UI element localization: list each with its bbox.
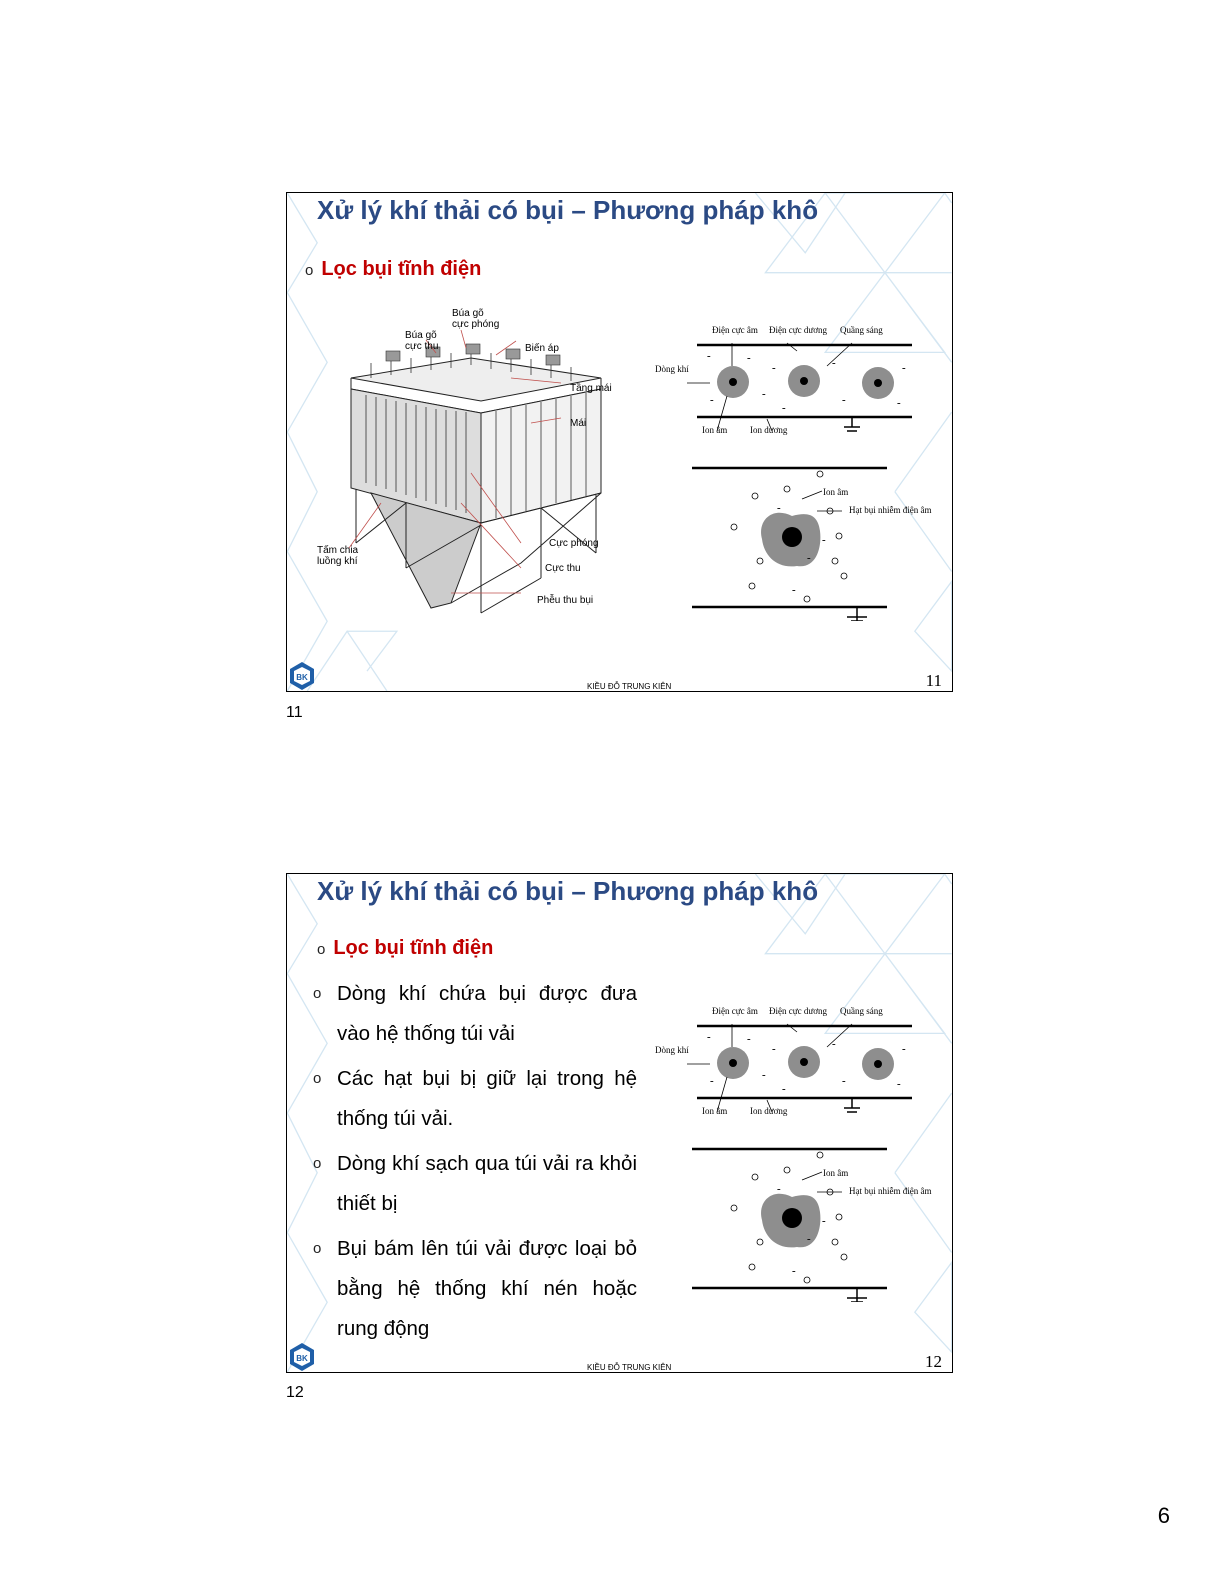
bullet-text: Lọc bụi tĩnh điện	[333, 937, 494, 959]
bullet-text: Lọc bụi tĩnh điện	[321, 258, 482, 280]
label-cuc-thu: Cực thu	[545, 563, 581, 574]
label-bien-ap: Biến áp	[525, 343, 559, 354]
svg-text:-: -	[792, 1265, 796, 1277]
diag-ion-am-2: Ion âm	[823, 487, 849, 497]
bullet-circle-icon: o	[313, 1155, 322, 1172]
list-item: o Dòng khí sạch qua túi vải ra khỏi thiết bị	[311, 1144, 637, 1224]
label-cuc-phong: Cực phóng	[549, 538, 599, 549]
diag-ion-am: Ion âm	[702, 425, 728, 435]
label-tam-chia: Tấm chia luồng khí	[317, 545, 359, 567]
svg-text:-: -	[782, 1083, 786, 1095]
svg-text:-: -	[792, 584, 796, 596]
label-bua-go-cuc-thu: Búa gõ cực thu	[405, 330, 439, 352]
svg-text:-: -	[762, 388, 766, 400]
diag-dong-khi: Dòng khí	[655, 1045, 689, 1055]
svg-text:-: -	[902, 362, 906, 374]
bullet-circle-icon: o	[317, 941, 326, 958]
svg-text:-: -	[902, 1043, 906, 1055]
svg-text:-: -	[777, 502, 781, 514]
svg-text:-: -	[807, 1233, 811, 1245]
svg-text:-: -	[832, 357, 836, 369]
slide-number: 11	[925, 671, 942, 690]
bullet-circle-icon: o	[313, 1240, 322, 1257]
bullet-circle-icon: o	[313, 1070, 322, 1087]
svg-text:-: -	[710, 1075, 714, 1087]
diag-dien-cuc-duong: Điện cực dương	[769, 325, 827, 335]
svg-text:BK: BK	[296, 1354, 308, 1363]
svg-text:-: -	[772, 362, 776, 374]
svg-text:-: -	[897, 397, 901, 409]
diag-ion-am-2: Ion âm	[823, 1168, 849, 1178]
slide-title: Xử lý khí thải có bụi – Phương pháp khô	[317, 876, 819, 906]
footer-author: KIỀU ĐỖ TRUNG KIÊN	[587, 1363, 672, 1372]
svg-text:-: -	[822, 534, 826, 546]
svg-text:-: -	[707, 350, 711, 362]
list-item: o Các hạt bụi bị giữ lại trong hệ thống túi vải.	[311, 1059, 637, 1139]
label-tang-mai: Tầng mái	[570, 383, 612, 394]
svg-text:-: -	[822, 1215, 826, 1227]
list-item: o Dòng khí chứa bụi được đưa vào hệ thống túi vải	[311, 974, 637, 1054]
diag-ion-duong: Ion dương	[750, 1106, 788, 1116]
svg-text:-: -	[807, 552, 811, 564]
list-item: o Bụi bám lên túi vải được loại bỏ bằng hệ thống khí nén hoặc rung động	[311, 1229, 637, 1349]
label-bua-go-cuc-phong: Búa gõ cực phóng	[452, 308, 500, 330]
svg-text:-: -	[777, 1183, 781, 1195]
svg-text:-: -	[842, 1075, 846, 1087]
diag-ion-am: Ion âm	[702, 1106, 728, 1116]
bullet-circle-icon: o	[313, 985, 322, 1002]
slide-12	[286, 873, 953, 1373]
label-mai: Mái	[570, 418, 587, 429]
precipitator-illustration	[311, 303, 631, 618]
svg-text:-: -	[710, 394, 714, 406]
page-number: 6	[1157, 1503, 1170, 1528]
slide-page-label: 11	[286, 704, 303, 721]
diag-dien-cuc-duong: Điện cực dương	[769, 1006, 827, 1016]
ionization-diagram	[652, 1002, 952, 1302]
slide-page-label: 12	[286, 1384, 304, 1401]
svg-text:-: -	[842, 394, 846, 406]
svg-text:-: -	[707, 1031, 711, 1043]
svg-text:-: -	[897, 1078, 901, 1090]
slide-number: 12	[925, 1352, 942, 1371]
diag-dien-cuc-am: Điện cực âm	[712, 325, 758, 335]
slide-11	[286, 192, 953, 692]
bk-logo-icon	[287, 1342, 317, 1372]
svg-text:-: -	[762, 1069, 766, 1081]
svg-text:-: -	[782, 402, 786, 414]
diag-dien-cuc-am: Điện cực âm	[712, 1006, 758, 1016]
label-pheu-thu-bui: Phễu thu bụi	[537, 595, 594, 606]
bk-logo-icon	[287, 661, 317, 691]
body-bullet-list	[311, 974, 637, 1354]
svg-text:-: -	[747, 352, 751, 364]
svg-text:-: -	[772, 1043, 776, 1055]
diag-ion-duong: Ion dương	[750, 425, 788, 435]
bullet-loc-bui	[317, 937, 493, 960]
diag-quang-sang: Quầng sáng	[840, 325, 883, 335]
diag-quang-sang: Quầng sáng	[840, 1006, 883, 1016]
diag-hat-bui: Hạt bụi nhiễm điện âm	[849, 505, 932, 515]
svg-text:-: -	[832, 1038, 836, 1050]
diag-hat-bui: Hạt bụi nhiễm điện âm	[849, 1186, 932, 1196]
slide-title: Xử lý khí thải có bụi – Phương pháp khô	[317, 195, 819, 225]
svg-text:-: -	[747, 1033, 751, 1045]
bullet-loc-bui	[305, 258, 481, 281]
diag-dong-khi: Dòng khí	[655, 364, 689, 374]
footer-author: KIỀU ĐỖ TRUNG KIÊN	[587, 682, 672, 691]
bullet-circle-icon: o	[305, 262, 314, 279]
svg-text:BK: BK	[296, 673, 308, 682]
ionization-diagram	[652, 321, 952, 621]
